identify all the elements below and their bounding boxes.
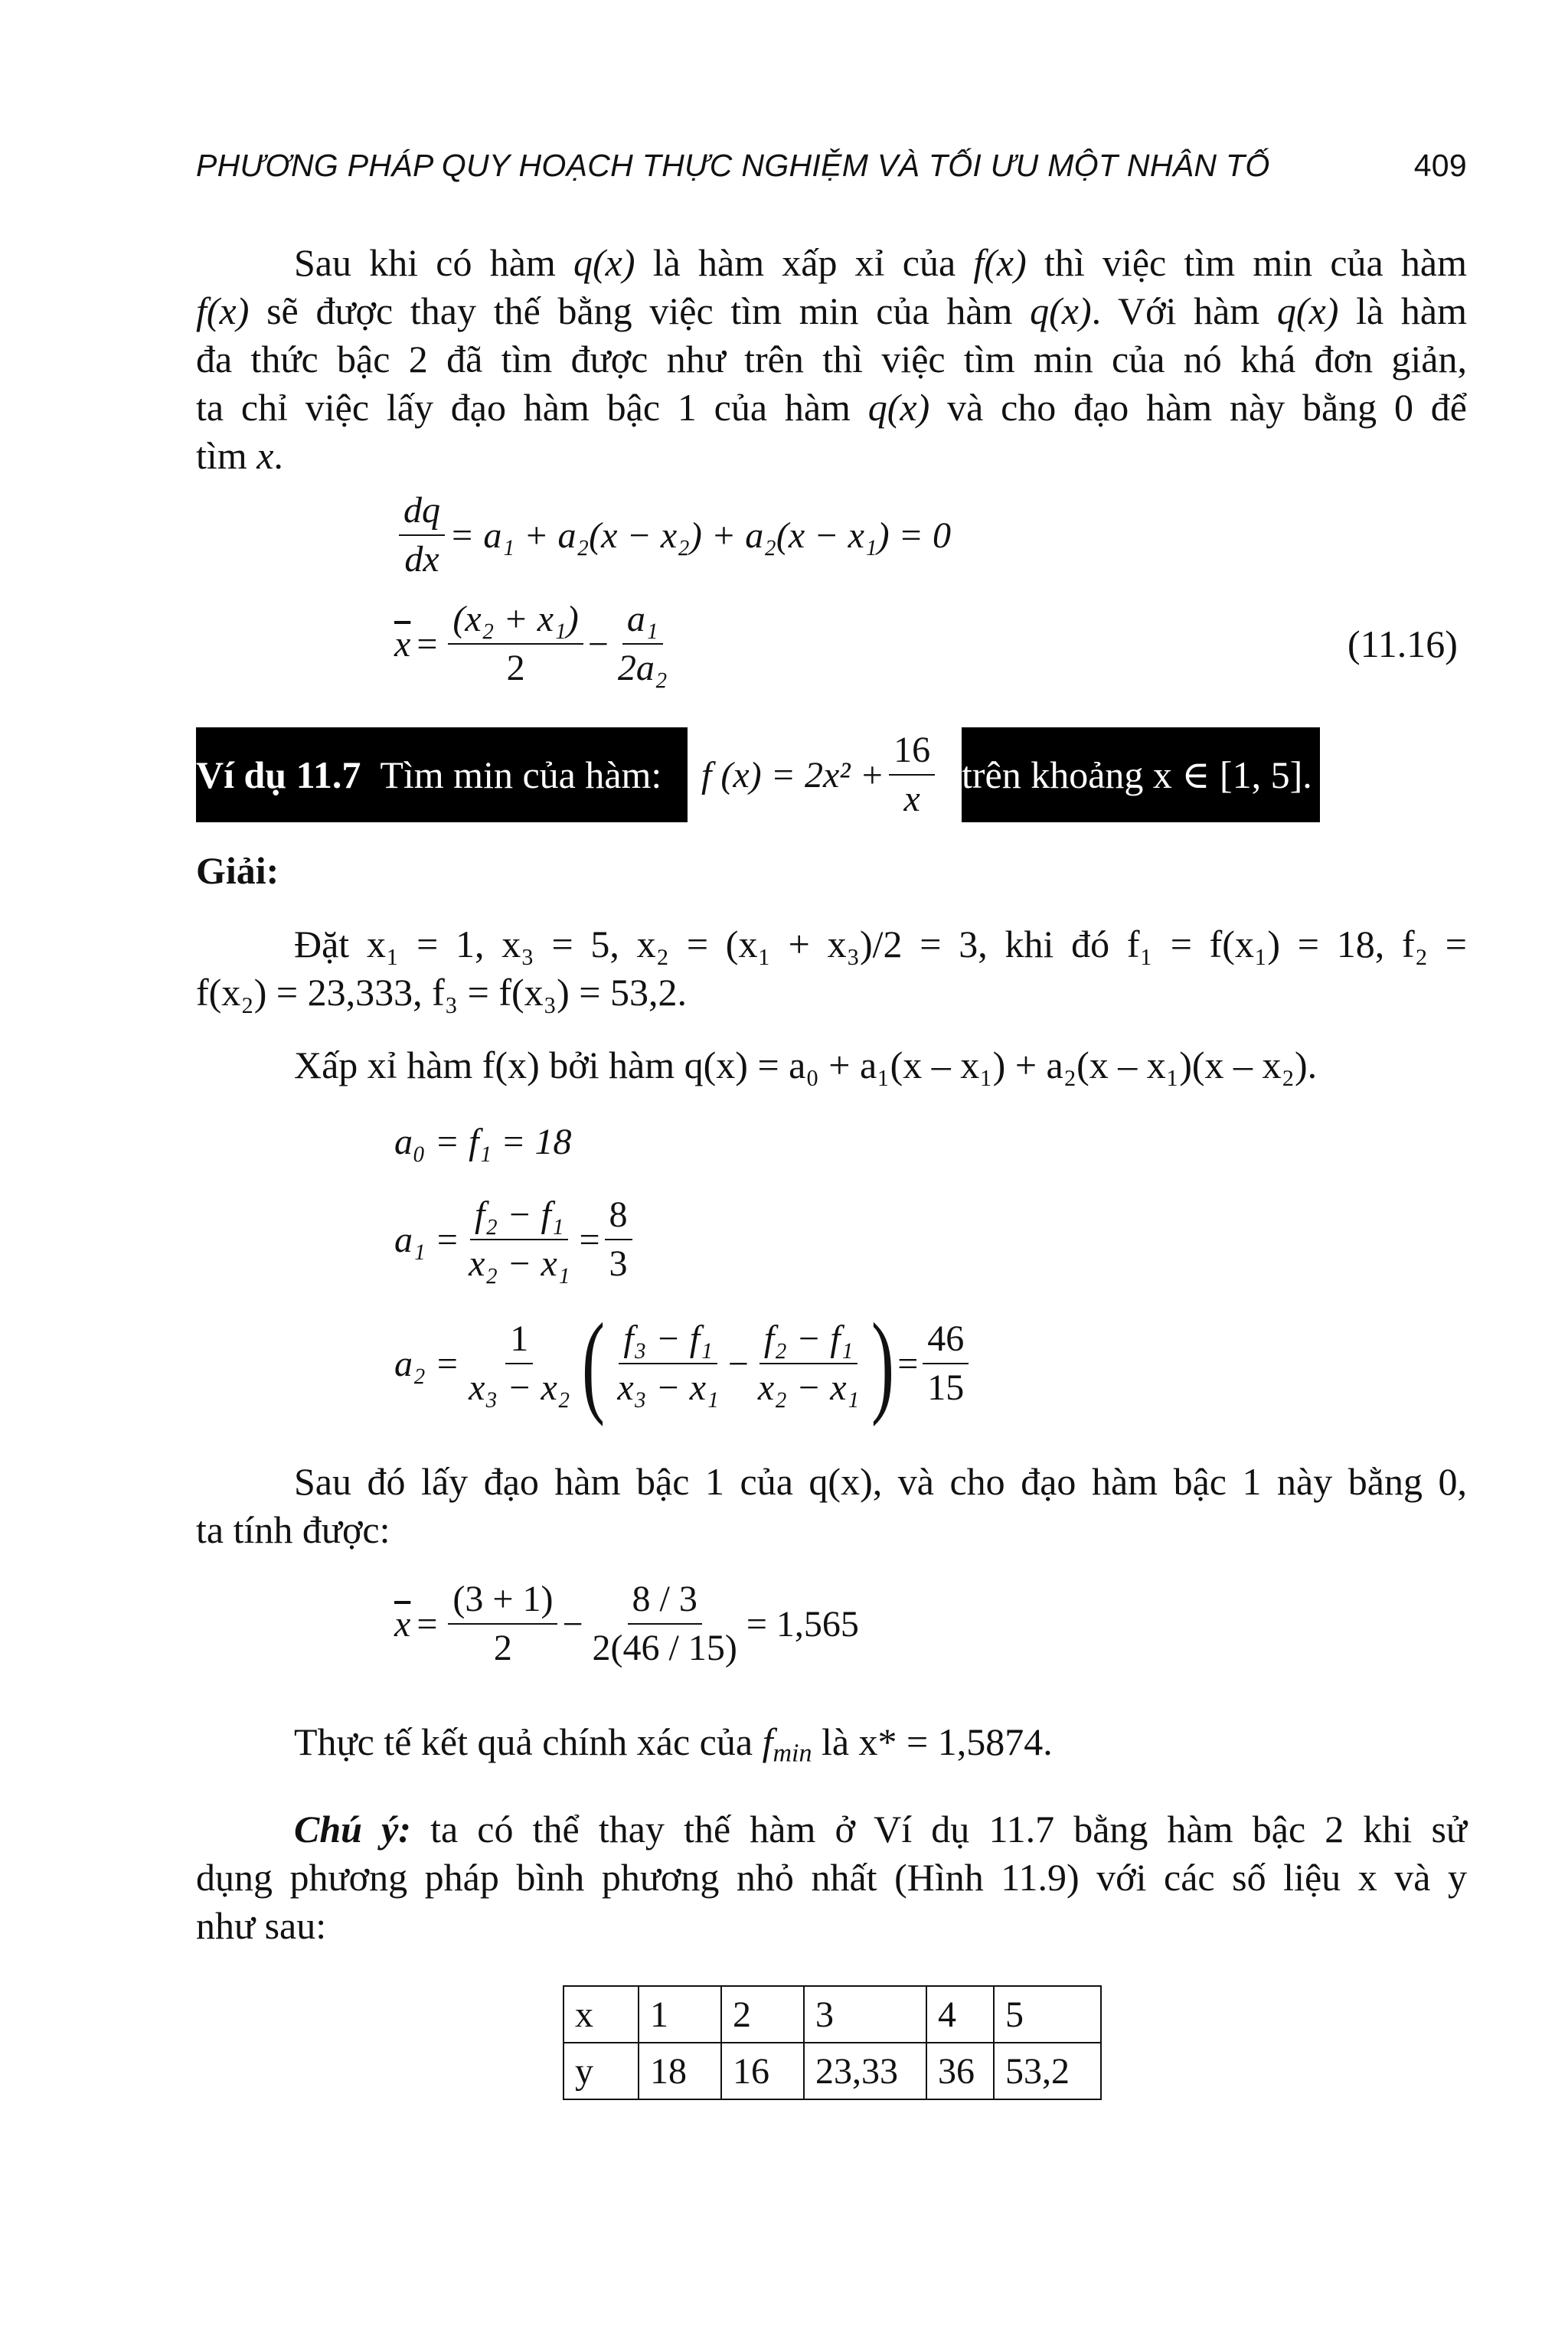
table-cell: 36	[926, 2043, 994, 2099]
a0-equation	[394, 1121, 572, 1163]
example-range-block	[962, 727, 1320, 822]
header-title: PHƯƠNG PHÁP QUY HOẠCH THỰC NGHIỆM VÀ TỐI ƯU MỘT NHÂN TỐ	[196, 148, 1270, 183]
table-cell: x	[564, 1986, 639, 2043]
intro-paragraph	[196, 239, 1467, 480]
a2-inner-fraction-1: $\frac{\text{f₃ − f₁}}{\text{x₃ − x₁}}$	[612, 1315, 723, 1412]
right-paren: )	[871, 1300, 895, 1427]
a1-equals: =	[579, 1219, 600, 1260]
table-cell: 18	[639, 2043, 721, 2099]
xbar-fraction-2: $\frac{\text{a₁}}{\text{2a₂}}$	[613, 596, 672, 692]
data-table	[563, 1985, 1102, 2100]
a2-minus: −	[727, 1343, 749, 1384]
result-value: = 1,565	[746, 1603, 859, 1645]
result-xbar: $\overline{x}$	[394, 1603, 411, 1645]
step1-line-2: f(x₂) = 23,333, f₃ = f(x₃) = 53,2.	[196, 971, 687, 1014]
a2-outer-fraction: $\frac{1}{\text{x₃ − x₂}}$	[464, 1315, 574, 1412]
table-cell: 53,2	[994, 2043, 1101, 2099]
intro-line-5: tìm x.	[196, 434, 283, 477]
left-paren: (	[582, 1300, 606, 1427]
step3-line-2: ta tính được:	[196, 1508, 390, 1551]
intro-line-2: f(x) sẽ được thay thế bằng việc tìm min của hàm q(x). Với hàm q(x) là hàm	[196, 289, 1468, 332]
table-cell: 16	[721, 2043, 804, 2099]
result-equals: =	[416, 1603, 438, 1645]
table-row	[564, 1986, 1101, 2043]
xbar-symbol: $\overline{x}$	[394, 623, 411, 665]
result-fraction-2: $\frac{8 / 3}{2(46 / 15)}$	[588, 1576, 742, 1672]
formula-lhs: f (x) = 2x² +	[701, 754, 885, 795]
note-line-2: dụng phương pháp bình phương nhỏ nhất (Hình 11.9) với các số liệu x và y	[196, 1856, 1467, 1899]
derivative-fraction: $\frac{dq}{dx}$	[399, 487, 445, 583]
xbar-fraction-1: $\frac{\text{(x₂ + x₁)}}{2}$	[448, 596, 583, 692]
step2-line: Xấp xỉ hàm f(x) bởi hàm q(x) = a₀ + a₁(x – x₁) + a₂(x – x₁)(x – x₂).	[294, 1044, 1318, 1086]
a1-fraction: $\frac{\text{f₂ − f₁}}{\text{x₂ − x₁}}$	[464, 1191, 574, 1288]
example-text: Tìm min của hàm:	[380, 753, 662, 796]
step1-paragraph	[196, 920, 1467, 1017]
table-cell: 4	[926, 1986, 994, 2043]
table-cell: 23,33	[804, 2043, 926, 2099]
a2-inner-fraction-2: $\frac{\text{f₂ − f₁}}{\text{x₂ − x₁}}$	[753, 1315, 864, 1412]
a2-equation	[394, 1300, 973, 1427]
a1-equation	[394, 1191, 637, 1288]
example-label-block	[196, 727, 688, 822]
solution-label: Giải:	[196, 849, 279, 892]
a2-lhs: a₂ =	[394, 1343, 460, 1384]
result-fraction-1: $\frac{(3 + 1)}{2}$	[448, 1576, 557, 1672]
note-line-1: Chú ý: ta có thể thay thế hàm ở Ví dụ 11.7 bằng hàm bậc 2 khi sử	[294, 1808, 1468, 1851]
result-minus: −	[562, 1603, 583, 1645]
example-heading	[196, 727, 1320, 822]
equation-number: (11.16)	[1348, 622, 1458, 665]
a0-text: a₀ = f₁ = 18	[394, 1122, 572, 1162]
example-range: trên khoảng x ∈ [1, 5].	[962, 753, 1312, 796]
a1-result: $\frac{8}{3}$	[605, 1191, 632, 1288]
table-cell: 1	[639, 1986, 721, 2043]
a2-equals: =	[897, 1343, 919, 1384]
page-number: 409	[1413, 148, 1467, 183]
intro-line-1: Sau khi có hàm q(x) là hàm xấp xỉ của f(x) thì việc tìm min của hàm	[294, 241, 1467, 284]
intro-line-3: đa thức bậc 2 đã tìm được như trên thì việc tìm min của nó khá đơn giản,	[196, 338, 1467, 381]
table-cell: 2	[721, 1986, 804, 2043]
result-equation	[394, 1576, 859, 1672]
table-cell: 5	[994, 1986, 1101, 2043]
a1-lhs: a₁ =	[394, 1219, 460, 1260]
table-row	[564, 2043, 1101, 2099]
exact-line: Thực tế kết quả chính xác của $f_{min}$ là x* = 1,5874.	[294, 1720, 1053, 1768]
derivative-equation	[394, 487, 951, 583]
a2-result: $\frac{46}{15}$	[923, 1315, 969, 1412]
step3-paragraph	[196, 1458, 1467, 1554]
step1-line-1: Đặt x₁ = 1, x₃ = 5, x₂ = (x₁ + x₃)/2 = 3, khi đó f₁ = f(x₁) = 18, f₂ =	[294, 923, 1467, 965]
note-line-3: như sau:	[196, 1904, 327, 1947]
xbar-equation	[394, 596, 677, 692]
table-cell: 3	[804, 1986, 926, 2043]
xbar-minus: −	[587, 623, 609, 665]
table-cell: y	[564, 2043, 639, 2099]
note-label: Chú ý:	[294, 1808, 411, 1851]
exact-paragraph	[196, 1718, 1467, 1778]
step3-line-1: Sau đó lấy đạo hàm bậc 1 của q(x), và cho đạo hàm bậc 1 này bằng 0,	[294, 1460, 1467, 1503]
example-label: Ví dụ 11.7	[196, 753, 361, 796]
step2-paragraph	[196, 1041, 1467, 1089]
derivative-rhs: = a₁ + a₂(x − x₂) + a₂(x − x₁) = 0	[449, 514, 951, 556]
xbar-equals: =	[416, 623, 438, 665]
intro-line-4: ta chỉ việc lấy đạo hàm bậc 1 của hàm q(x) và cho đạo hàm này bằng 0 để	[196, 386, 1467, 429]
running-header	[196, 148, 1467, 184]
formula-fraction: $\frac{16}{x}$	[889, 727, 935, 823]
example-formula	[701, 727, 939, 822]
note-paragraph	[196, 1805, 1467, 1950]
